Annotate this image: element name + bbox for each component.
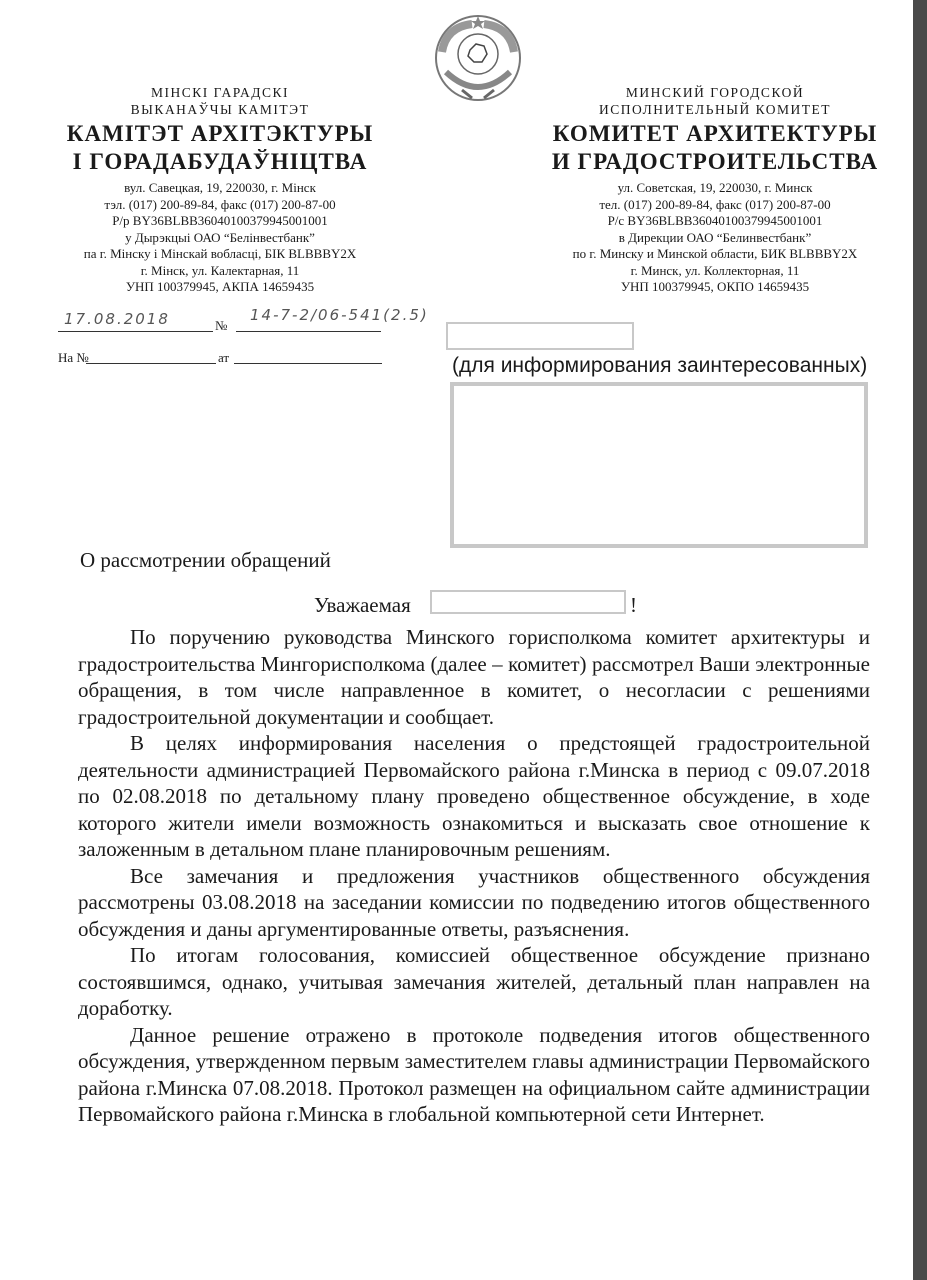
detail-line: вул. Савецкая, 19, 220030, г. Мінск <box>124 180 316 195</box>
org-line: МІНСКІ ГАРАДСКІ <box>151 85 289 100</box>
greeting: Уважаемая <box>314 593 411 617</box>
detail-line: Р/р BY36BLBB36040100379945001001 <box>112 213 328 228</box>
recipient-note: (для информирования заинтересованных) <box>452 354 868 377</box>
greeting-end: ! <box>630 593 637 617</box>
redacted-recipient-name <box>446 322 634 350</box>
detail-line: Р/с BY36BLBB36040100379945001001 <box>607 213 823 228</box>
handwritten-date: 17.08.2018 <box>64 310 170 328</box>
detail-line: у Дырэкцыі ОАО “Белінвестбанк” <box>125 229 315 245</box>
paragraph: По итогам голосования, комиссией общественное обсуждение признано состоявшимся, однако, учитывая замечания жителей, детальный план направлен на доработку. <box>78 943 870 1020</box>
date-line <box>58 330 213 332</box>
detail-line: ул. Советская, 19, 220030, г. Минск <box>617 180 813 195</box>
redacted-recipient-address <box>450 382 868 548</box>
committee-title: І ГОРАДАБУДАЎНІЦТВА <box>72 149 368 174</box>
ref-date-line <box>234 362 382 364</box>
handwritten-number: 14-7-2/06-541(2.5) <box>250 306 429 324</box>
detail-line: тел. (017) 200-89-84, факс (017) 200-87-00 <box>599 196 831 212</box>
paragraph: В целях информирования населения о предстоящей градостроительной деятельности администрацией Первомайского района г.Минска в период с 09.07.2018 по 02.08.2018 по детальному плану проведено общественное обсуждение, в ходе которого жители имели возможность ознакомиться и высказать свое отношение к заложенным в детальном плане планировочным решениям. <box>78 731 870 861</box>
detail-line: па г. Мінску і Мінскай вобласці, БІК BLBBBY2X <box>83 246 357 261</box>
number-line <box>236 330 381 332</box>
org-line: ВЫКАНАЎЧЫ КАМІТЭТ <box>130 102 310 117</box>
detail-line: тэл. (017) 200-89-84, факс (017) 200-87-00 <box>104 196 336 212</box>
committee-title: КАМІТЭТ АРХІТЭКТУРЫ <box>66 121 374 146</box>
number-label: № <box>215 318 228 333</box>
detail-line: г. Минск, ул. Коллекторная, 11 <box>630 262 800 278</box>
ref-from-label: ат <box>218 350 230 365</box>
paragraph: Все замечания и предложения участников общественного обсуждения рассмотрены 03.08.2018 на заседании комиссии по подведению итогов общественного обсуждения и даны аргументированные ответы, разъяснения. <box>78 863 870 941</box>
state-emblem-icon <box>432 12 524 102</box>
letter-body <box>78 624 870 1128</box>
letter-subject: О рассмотрении обращений <box>80 548 331 572</box>
org-line: ИСПОЛНИТЕЛЬНЫЙ КОМИТЕТ <box>598 102 831 117</box>
ref-number-line <box>86 362 216 364</box>
redacted-addressee <box>430 590 626 614</box>
detail-line: по г. Минску и Минской области, БИК BLBBBY2X <box>572 246 858 261</box>
viewer-scroll-edge <box>913 0 927 1280</box>
detail-line: УНП 100379945, АКПА 14659435 <box>125 279 315 294</box>
detail-line: УНП 100379945, ОКПО 14659435 <box>620 279 810 294</box>
ref-label: На № <box>58 350 89 365</box>
paragraph: По поручению руководства Минского горисполкома комитет архитектуры и градостроительства Мингорисполкома (далее – комитет) рассмотрел Ваши электронные обращения, в том числе направленное в комитет, о несогласии с решениями градостроительной документации и сообщает. <box>78 625 870 729</box>
committee-title: КОМИТЕТ АРХИТЕКТУРЫ <box>552 121 878 146</box>
detail-line: в Дирекции ОАО “Белинвестбанк” <box>618 229 812 245</box>
letterhead-belarusian <box>40 84 400 296</box>
letterhead-russian <box>520 84 910 296</box>
org-line: МИНСКИЙ ГОРОДСКОЙ <box>625 85 805 100</box>
detail-line: г. Мінск, ул. Калектарная, 11 <box>140 262 300 278</box>
paragraph: Данное решение отражено в протоколе подведения итогов общественного обсуждения, утвержденном первым заместителем главы администрации Первомайского района г.Минска 07.08.2018. Протокол размещен на официальном сайте администрации Первомайского района г.Минска в глобальной компьютерной сети Интернет. <box>78 1022 870 1126</box>
committee-title: И ГРАДОСТРОИТЕЛЬСТВА <box>551 149 879 174</box>
